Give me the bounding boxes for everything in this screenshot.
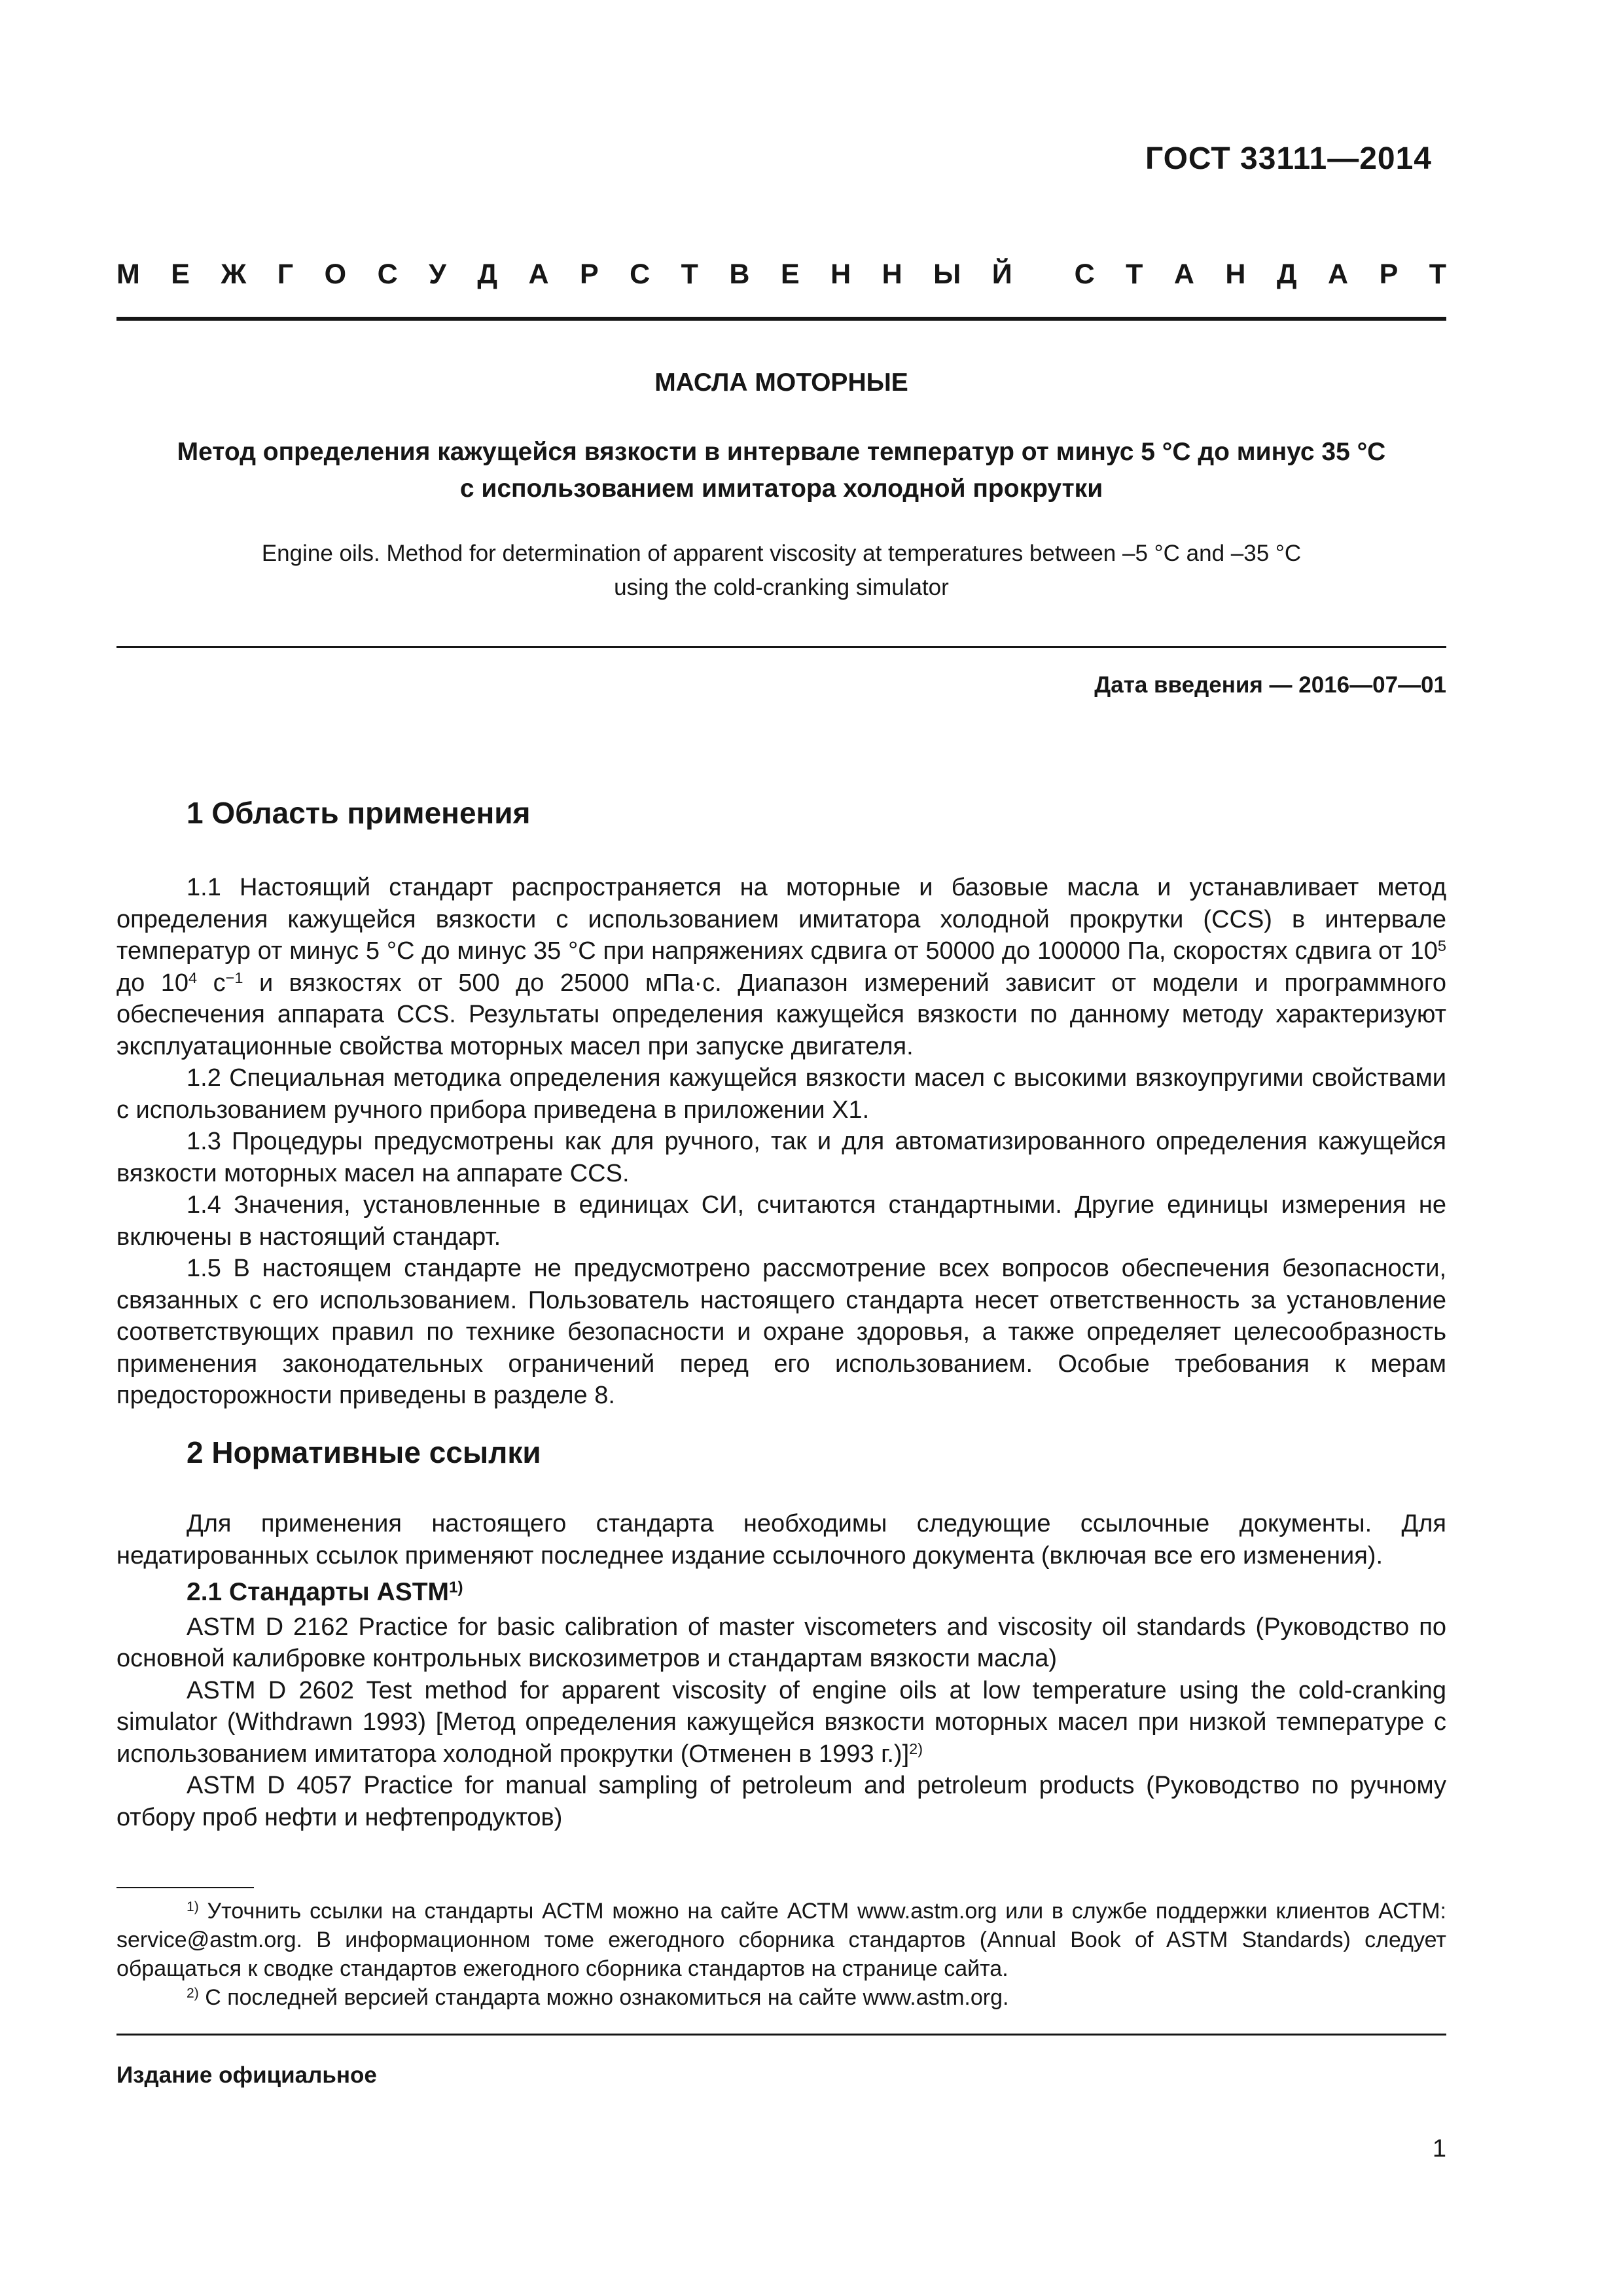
superscript: 4 — [188, 969, 198, 986]
paragraph-1-5: 1.5 В настоящем стандарте не предусмотрено рассмотрение всех вопросов обеспечения безопасности, связанных с его использованием. Пользователь настоящего стандарта несет ответственность за установление соответствующих правил по технике безопасности и охране здоровья, а также определяет целесообразность применения законодательных ограничений перед его использованием. Особые требования к мерам предосторожности приведены в разделе 8. — [116, 1255, 1446, 1409]
subtitle-en-line: Engine oils. Method for determination of apparent viscosity at temperatures between –5 °C and –35 °C — [261, 541, 1302, 566]
standard-type-letter: Р — [579, 259, 599, 290]
standard-type-letter: С — [630, 259, 651, 290]
official-edition-label: Издание официальное — [116, 2062, 377, 2088]
standard-type-letter: А — [1173, 259, 1194, 290]
document-subtitle-en — [116, 537, 1446, 605]
section-1-body — [116, 872, 1446, 1412]
superscript: 5 — [1437, 937, 1446, 955]
reference-astm-d4057: ASTM D 4057 Practice for manual sampling of petroleum and petroleum products (Руководство по ручному отбору проб нефти и нефтепродуктов) — [116, 1772, 1446, 1831]
section-1-heading: 1 Область применения — [187, 796, 531, 830]
footnote-ref: 2) — [909, 1740, 923, 1757]
standard-type-heading — [116, 259, 1446, 291]
standard-type-letter: У — [429, 259, 446, 290]
paragraph-2-intro: Для применения настоящего стандарта необходимы следующие ссылочные документы. Для недатированных ссылок применяют последнее издание ссылочного документа (включая все его изменения). — [116, 1510, 1446, 1570]
standard-type-letter: Т — [1429, 259, 1446, 290]
paragraph-1-2: 1.2 Специальная методика определения кажущейся вязкости масел с высокими вязкоупругими свойствами с использованием ручного прибора приведена в приложении X1. — [116, 1064, 1446, 1124]
subtitle-en-line: using the cold-cranking simulator — [614, 575, 949, 600]
introduction-date: Дата введения — 2016—07—01 — [1094, 672, 1446, 698]
document-number: ГОСТ 33111—2014 — [1145, 141, 1432, 176]
paragraph-text: до 10 — [116, 969, 189, 997]
footnote-mark: 2) — [187, 1986, 199, 2001]
standard-type-letter: А — [1328, 259, 1349, 290]
subtitle-ru-line: с использованием имитатора холодной прокрутки — [459, 475, 1103, 503]
standard-type-letter: Ж — [221, 259, 247, 290]
standard-type-letter: Д — [1276, 259, 1297, 290]
footnote-1 — [116, 1897, 1446, 1983]
standard-type-letter: Т — [1126, 259, 1143, 290]
footnote-ref: 1) — [449, 1578, 463, 1596]
section-2-body — [116, 1508, 1446, 1833]
paragraph-text: с — [197, 969, 226, 997]
standard-type-letter: А — [528, 259, 549, 290]
standard-type-letter: С — [377, 259, 398, 290]
standard-type-letter: Р — [1379, 259, 1399, 290]
standard-type-letter: Е — [171, 259, 190, 290]
header-divider — [116, 317, 1446, 321]
standard-type-letter: Н — [1225, 259, 1246, 290]
reference-text: ASTM D 2602 Test method for apparent viscosity of engine oils at low temperature using the cold-cranking simulator (Withdrawn 1993) [Метод определения кажущейся вязкости моторных масел при низкой температуре с использованием имитатора холодной прокрутки (Отменен в 1993 г.)] — [116, 1676, 1446, 1768]
standard-type-letter: М — [116, 259, 140, 290]
standard-type-letter: Ы — [933, 259, 961, 290]
superscript: −1 — [225, 969, 243, 986]
standard-type-letter: С — [1074, 259, 1095, 290]
paragraph-1-4: 1.4 Значения, установленные в единицах СИ, считаются стандартными. Другие единицы измерения не включены в настоящий стандарт. — [116, 1191, 1446, 1251]
document-title: МАСЛА МОТОРНЫЕ — [654, 368, 908, 397]
footnote-text: С последней версией стандарта можно ознакомиться на сайте www.astm.org. — [198, 1985, 1009, 2010]
footer-divider — [116, 2034, 1446, 2036]
standard-type-letter: Н — [830, 259, 851, 290]
footnote-mark: 1) — [187, 1899, 199, 1915]
standard-type-letter: Й — [991, 259, 1012, 290]
subsection-2-1-heading — [116, 1577, 1446, 1609]
standard-type-letter: Н — [882, 259, 902, 290]
standard-type-letter: В — [729, 259, 750, 290]
page-number: 1 — [1432, 2135, 1446, 2162]
footnote-divider — [116, 1887, 254, 1888]
paragraph-text: 1.1 Настоящий стандарт распространяется на моторные и базовые масла и устанавливает метод определения кажущейся вязкости с использованием имитатора холодной прокрутки (CCS) в интервале температур от минус 5 °С до минус 35 °С при напряжениях сдвига от 50000 до 100000 Па, скоростях сдвига от 10 — [116, 874, 1446, 965]
footnote-text: Уточнить ссылки на стандарты АСТМ можно на сайте АСТМ www.astm.org или в службе поддержки клиентов АСТМ: service@astm.org. В информационном томе ежегодного сборника стандартов (Annual Book of ASTM Standards) следует обращаться к сводке стандартов ежегодного сборника стандартов на странице сайта. — [116, 1899, 1446, 1981]
paragraph-1-1 — [116, 872, 1446, 1062]
title-divider — [116, 646, 1446, 648]
standard-type-letter: Т — [681, 259, 698, 290]
paragraph-1-3: 1.3 Процедуры предусмотрены как для ручного, так и для автоматизированного определения кажущейся вязкости моторных масел на аппарате CCS. — [116, 1128, 1446, 1187]
subtitle-ru-line: Метод определения кажущейся вязкости в интервале температур от минус 5 °С до минус 35 °С — [177, 438, 1386, 466]
standard-type-letter: О — [324, 259, 347, 290]
reference-astm-d2602 — [116, 1675, 1446, 1770]
standard-type-letter: Г — [277, 259, 294, 290]
document-subtitle-ru — [116, 434, 1446, 507]
paragraph-text: и вязкостях от 500 до 25000 мПа·с. Диапазон измерений зависит от модели и программного обеспечения аппарата CCS. Результаты определения кажущейся вязкости по данному методу характеризуют эксплуатационные свойства моторных масел при запуске двигателя. — [116, 969, 1446, 1060]
standard-type-letter: Д — [477, 259, 497, 290]
footnote-2 — [116, 1983, 1446, 2012]
subsection-title: 2.1 Стандарты ASTM — [187, 1578, 450, 1606]
standard-type-letter: Е — [780, 259, 800, 290]
reference-astm-d2162: ASTM D 2162 Practice for basic calibration of master viscometers and viscosity oil standards (Руководство по основной калибровке контрольных вискозиметров и стандартам вязкости масла) — [116, 1613, 1446, 1672]
section-2-heading: 2 Нормативные ссылки — [187, 1435, 541, 1469]
footnotes — [116, 1897, 1446, 2012]
